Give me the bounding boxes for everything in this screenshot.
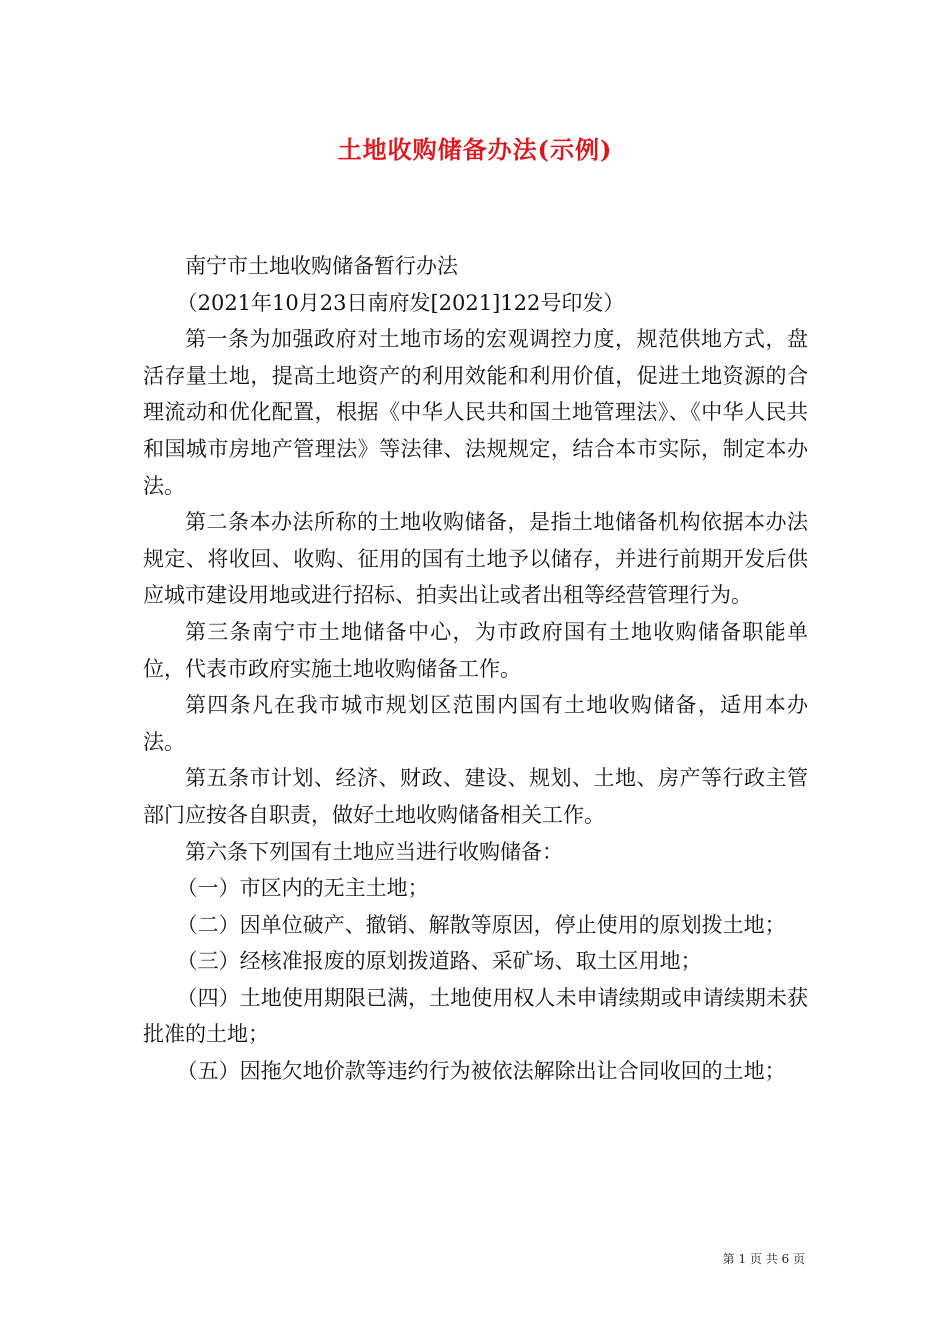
article-4-paragraph: 第四条凡在我市城市规划区范围内国有土地收购储备，适用本办法。 — [143, 693, 808, 754]
list-item-1: （一）市区内的无主土地； — [176, 876, 429, 901]
article-2-paragraph: 第二条本办法所称的土地收购储备，是指土地储备机构依据本办法规定、将收回、收购、征用的国有土地予以储存，并进行前期开发后供应城市建设用地或进行招标、拍卖出让或者出租等经营管理行为。 — [143, 510, 808, 608]
list-item-5: （五）因拖欠地价款等违约行为被依法解除出让合同收回的土地； — [176, 1059, 786, 1084]
document-body — [143, 248, 808, 1090]
article-1-paragraph: 第一条为加强政府对土地市场的宏观调控力度，规范供地方式，盘活存量土地，提高土地资产的利用效能和利用价值，促进土地资源的合理流动和优化配置，根据《中华人民共和国土地管理法》、《中华人民共和国城市房地产管理法》等法律、法规规定，结合本市实际，制定本办法。 — [143, 327, 808, 498]
subtitle-paragraph: 南宁市土地收购储备暂行办法 — [185, 254, 458, 278]
issuance-note-paragraph: （2021年10月23日南府发[2021]122号印发） — [176, 290, 625, 315]
list-item-2: （二）因单位破产、撤销、解散等原因，停止使用的原划拨土地； — [176, 912, 786, 937]
document-title: 土地收购储备办法(示例) — [337, 135, 613, 164]
article-3-paragraph: 第三条南宁市土地储备中心，为市政府国有土地收购储备职能单位，代表市政府实施土地收购储备工作。 — [143, 619, 808, 681]
article-5-paragraph: 第五条市计划、经济、财政、建设、规划、土地、房产等行政主管部门应按各自职责，做好土地收购储备相关工作。 — [143, 766, 808, 827]
list-item-4: （四）土地使用期限已满，土地使用权人未申请续期或申请续期未获批准的土地； — [143, 985, 808, 1047]
article-6-paragraph: 第六条下列国有土地应当进行收购储备： — [185, 839, 563, 864]
page-number-footer: 第 1 页 共 6 页 — [722, 1252, 805, 1266]
list-item-3: （三）经核准报废的原划拨道路、采矿场、取土区用地； — [176, 949, 702, 974]
